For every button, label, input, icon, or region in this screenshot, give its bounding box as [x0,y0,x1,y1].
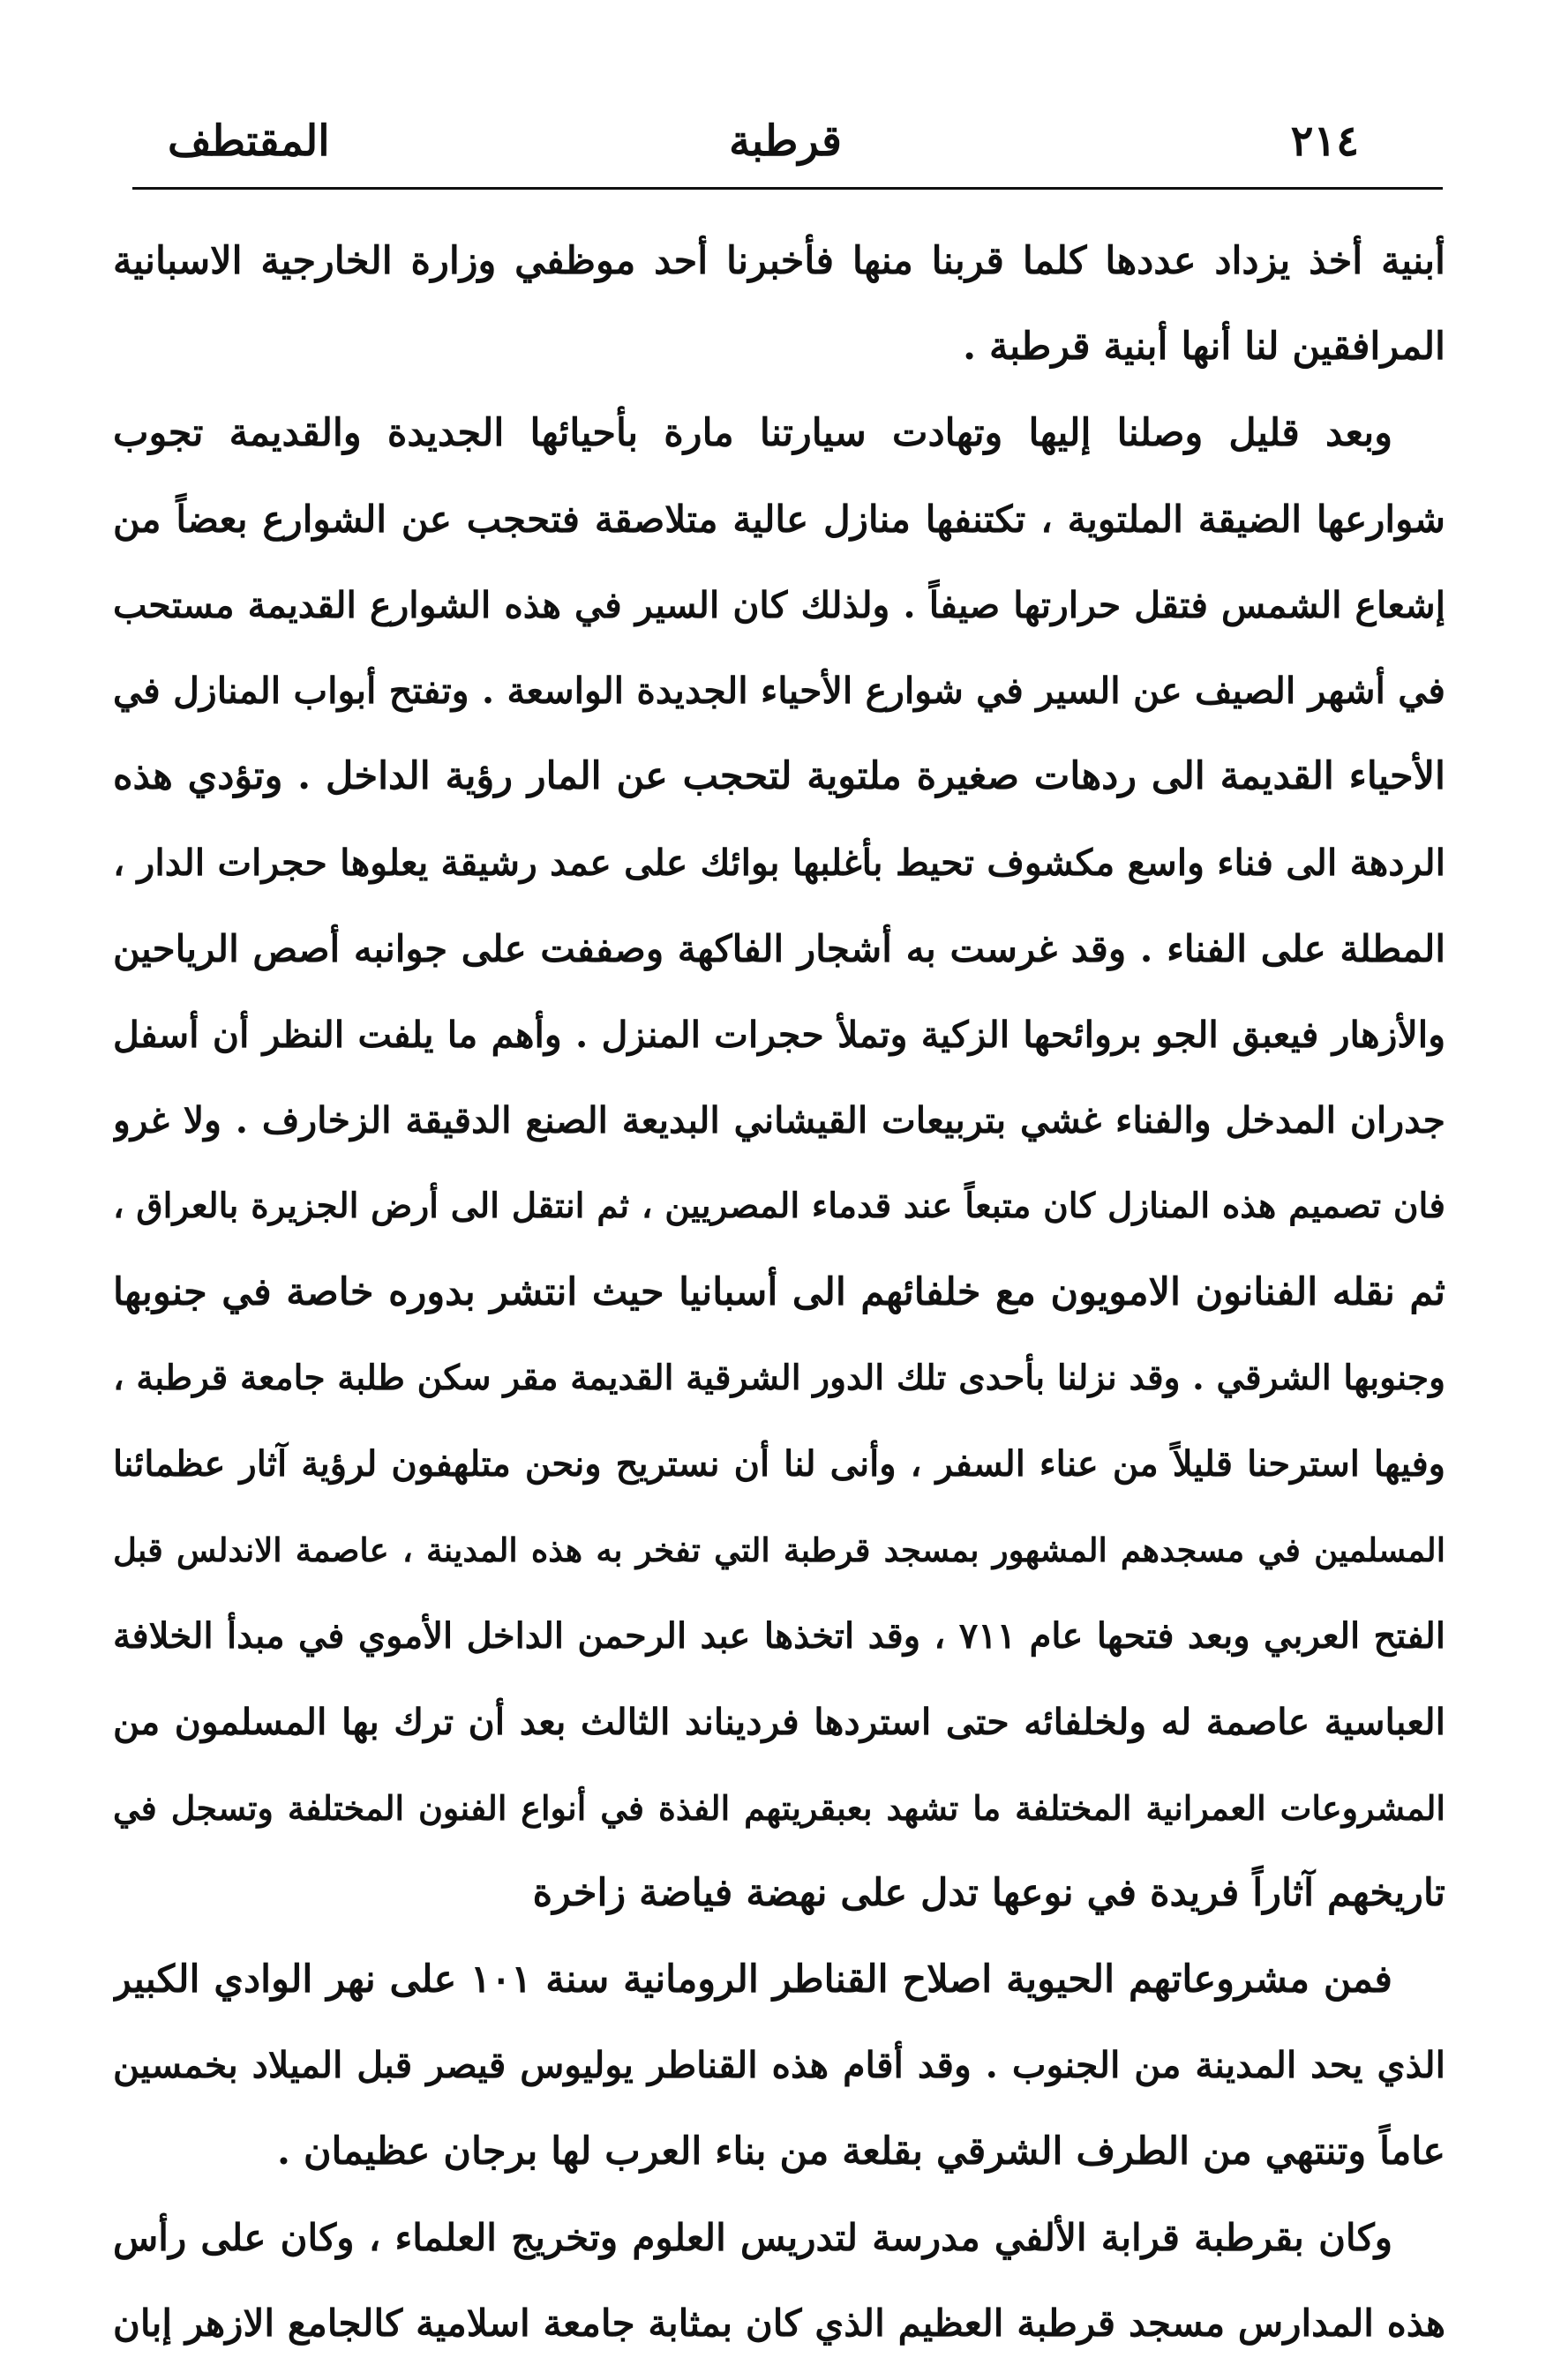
text-line: في أشهر الصيف عن السير في شوارع الأحياء الجديدة الواسعة . وتفتح أبواب المنازل في [113,669,1445,712]
text-line: ثم نقله الفنانون الامويون مع خلفائهم الى أسبانيا حيث انتشر بدوره خاصة في جنوبها [113,1269,1445,1314]
page-number: ٢١٤ [1290,116,1359,166]
header-rule [132,187,1443,190]
text-line: تاريخهم آثاراً فريدة في نوعها تدل على نهضة فياضة زاخرة [532,1871,1445,1916]
text-line: إشعاع الشمس فتقل حرارتها صيفاً . ولذلك كان السير في هذه الشوارع القديمة مستحب [113,583,1445,626]
body-text [113,219,1445,2367]
text-line: جدران المدخل والفناء غشي بتربيعات القيشاني البديعة الصنع الدقيقة الزخارف . ولا غرو [113,1098,1445,1141]
text-line: والأزهار فيعبق الجو بروائحها الزكية وتملأ حجرات المنزل . وأهم ما يلفت النظر أن أسفل [113,1013,1445,1056]
text-line: الذي يحد المدينة من الجنوب . وقد أقام هذه القناطر يوليوس قيصر قبل الميلاد بخمسين [113,2044,1445,2087]
text-line: شوارعها الضيقة الملتوية ، تكتنفها منازل عالية متلاصقة فتحجب عن الشوارع بعضاً من [113,498,1445,542]
text-line: وبعد قليل وصلنا إليها وتهادت سيارتنا مارة بأحيائها الجديدة والقديمة تجوب [113,410,1392,455]
text-line: الفتح العربي وبعد فتحها عام ٧١١ ، وقد اتخذها عبد الرحمن الداخل الأموي في مبدأ الخلافة [113,1615,1445,1658]
text-line: المسلمين في مسجدهم المشهور بمسجد قرطبة التي تفخر به هذه المدينة ، عاصمة الاندلس قبل [113,1530,1445,1569]
text-line: الردهة الى فناء واسع مكشوف تحيط بأغلبها بوائك على عمد رشيقة يعلوها حجرات الدار ، [113,841,1445,884]
text-line: فان تصميم هذه المنازل كان متبعاً عند قدماء المصريين ، ثم انتقل الى أرض الجزيرة بالعراق ، [113,1186,1445,1227]
text-line: هذه المدارس مسجد قرطبة العظيم الذي كان بمثابة جامعة اسلامية كالجامع الازهر إبان [113,2301,1445,2346]
text-line: أبنية أخذ يزداد عددها كلما قربنا منها فأخبرنا أحد موظفي وزارة الخارجية الاسبانية [113,239,1445,283]
page-header [132,106,1438,176]
text-line: عاماً وتنتهي من الطرف الشرقي بقلعة من بناء العرب لها برجان عظيمان . [277,2129,1445,2174]
text-line: المشروعات العمرانية المختلفة ما تشهد بعبقريتهم الفذة في أنواع الفنون المختلفة وتسجل في [113,1788,1445,1829]
text-line: وجنوبها الشرقي . وقد نزلنا بأحدى تلك الدور الشرقية القديمة مقر سكن طلبة جامعة قرطبة ، [113,1358,1445,1399]
journal-name: المقتطف [168,116,330,166]
text-line: المرافقين لنا أنها أبنية قرطبة . [963,325,1445,370]
running-title: قرطبة [729,116,842,166]
text-line: العباسية عاصمة له ولخلفائه حتى استردها فرديناند الثالث بعد أن ترك بها المسلمون من [113,1700,1445,1743]
text-line: وفيها استرحنا قليلاً من عناء السفر ، وأنى لنا أن نستريح ونحن متلهفون لرؤية آثار عظمائنا [113,1443,1445,1486]
text-line: المطلة على الفناء . وقد غرست به أشجار الفاكهة وصففت على جوانبه أصص الرياحين [113,927,1445,971]
text-line: فمن مشروعاتهم الحيوية اصلاح القناطر الرومانية سنة ١٠١ على نهر الوادي الكبير [113,1957,1392,2002]
text-line: وكان بقرطبة قرابة الألفي مدرسة لتدريس العلوم وتخريج العلماء ، وكان على رأس [113,2215,1392,2259]
text-line: الأحياء القديمة الى ردهات صغيرة ملتوية لتحجب عن المار رؤية الداخل . وتؤدي هذه [113,754,1445,799]
